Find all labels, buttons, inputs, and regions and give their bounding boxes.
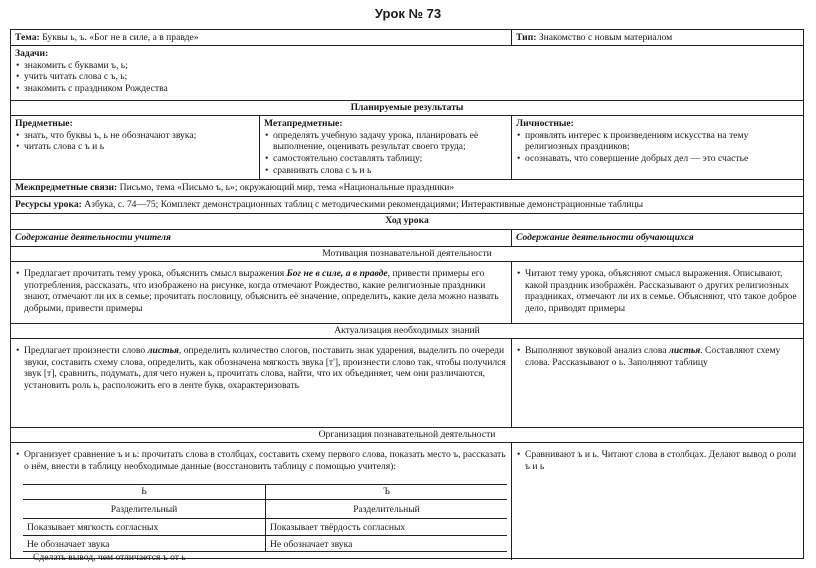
student-activity-emphasis: листья bbox=[668, 345, 701, 356]
tasks-list bbox=[15, 60, 799, 95]
teacher-activity-text-end: , определить количество слогов, поставить знак ударения, выделить по очереди звуки, составить схему слова, определить, как обозначена мягкость звука [т'], произнести слово так, чтобы получился звук [т], сравнить, подумать, для чего нужен ь, прочитать слова, найти, что их объединяет, чем они различаются, установить роль ь, расположить его в ленте букв, охарактеризовать bbox=[24, 345, 506, 392]
personal-result-item: • осознавать, что совершение добрых дел — это счастье bbox=[516, 153, 799, 165]
resources-cell bbox=[11, 197, 803, 213]
interdisciplinary-value: Письмо, тема «Письмо ъ, ь»; окружающий мир, тема «Национальные праздники» bbox=[117, 182, 455, 193]
soft-sign-header: Ь bbox=[141, 486, 147, 497]
tasks-row bbox=[11, 46, 803, 101]
topic-cell bbox=[11, 30, 511, 45]
task-item: • учить читать слова с ъ, ь; bbox=[15, 71, 799, 83]
results-row bbox=[11, 116, 803, 180]
activity-columns-row bbox=[11, 230, 803, 247]
teacher-activity-cell bbox=[11, 339, 511, 427]
task-item: • знакомить с праздником Рождества bbox=[15, 83, 799, 95]
student-activity-cell bbox=[511, 339, 803, 427]
subject-result-item: • знать, что буквы ъ, ь не обозначают звука; bbox=[15, 130, 255, 142]
meta-result-item: • сравнивать слова с ъ и ь bbox=[264, 165, 507, 177]
interdisciplinary-row bbox=[11, 180, 803, 197]
teacher-activity-cell bbox=[11, 262, 511, 323]
stage-title: Актуализация необходимых знаний bbox=[334, 325, 480, 336]
lesson-plan-table bbox=[10, 29, 804, 563]
student-activity-cell bbox=[511, 262, 803, 323]
stage-title-row bbox=[11, 324, 803, 339]
lesson-title: Урок № 73 bbox=[374, 6, 442, 21]
resources-label: Ресурсы урока: bbox=[15, 199, 82, 210]
student-activity-text: Выполняют звуковой анализ слова bbox=[525, 345, 669, 356]
teacher-activity-emphasis: Бог не в силе, а в правде bbox=[286, 268, 388, 279]
comparison-conclusion: Сделать вывод, чем отличается ъ от ь bbox=[33, 552, 186, 563]
subject-result-item: • читать слова с ъ и ь bbox=[15, 141, 255, 153]
meta-result-item: • определять учебную задачу урока, планировать её выполнение, оценивать результат своего труда; bbox=[264, 130, 507, 153]
teacher-activity-text: Предлагает прочитать тему урока, объяснить смысл выражения bbox=[24, 268, 287, 279]
resources-row bbox=[11, 197, 803, 214]
personal-results-list bbox=[516, 130, 799, 165]
meta-results-cell bbox=[259, 116, 511, 179]
student-activity bbox=[516, 345, 799, 368]
comparison-row bbox=[23, 499, 507, 518]
teacher-activity bbox=[15, 268, 507, 315]
topic-label: Тема: bbox=[15, 32, 40, 43]
planned-results-header-row bbox=[11, 101, 803, 116]
student-column-header: Содержание деятельности обучающихся bbox=[511, 230, 803, 246]
hard-sign-cell: Не обозначает звука bbox=[265, 536, 507, 551]
teacher-activity: • Организует сравнение ъ и ь: прочитать слова в столбцах, составить схему первого слова, показать место ъ, рассказать о нём, внести в таблицу необходимые данные (восстановить таблицу с помощью учителя): bbox=[15, 449, 507, 472]
hard-sign-cell: Разделительный bbox=[265, 500, 507, 518]
student-activity-cell bbox=[511, 443, 803, 560]
stage-title: Мотивация познавательной деятельности bbox=[322, 248, 492, 259]
comparison-row bbox=[23, 518, 507, 535]
course-header: Ход урока bbox=[385, 215, 429, 226]
personal-results-label: Личностные: bbox=[516, 118, 574, 129]
comparison-row bbox=[23, 535, 507, 552]
planned-results-header: Планируемые результаты bbox=[350, 102, 464, 113]
hard-sign-cell: Показывает твёрдость согласных bbox=[265, 519, 507, 535]
tasks-cell bbox=[11, 46, 803, 100]
meta-results-list bbox=[264, 130, 507, 177]
comparison-table bbox=[23, 486, 507, 560]
type-label: Тип: bbox=[516, 32, 537, 43]
student-activity-text-end: . Составляют схему слова. Рассказывают о ь. Заполняют таблицу bbox=[525, 345, 781, 368]
subject-results-list bbox=[15, 130, 255, 153]
hard-sign-header: Ъ bbox=[265, 485, 507, 499]
meta-result-item: • самостоятельно составлять таблицу; bbox=[264, 153, 507, 165]
course-header-row bbox=[11, 214, 803, 230]
type-value: Знакомство с новым материалом bbox=[536, 32, 673, 43]
teacher-activity-text-end: , привести примеры его употребления, рассказать, что изображено на рисунке, когда отмечают Рождество, какие религиозные праздники знают, отмечают ли их в семье; прочитать пословицу, объяснить её значение, определить, какие дела можно назвать добрыми, привести примеры bbox=[24, 268, 499, 315]
type-cell bbox=[511, 30, 803, 45]
soft-sign-cell: Показывает мягкость согласных bbox=[27, 522, 159, 533]
student-activity: • Сравнивают ъ и ь. Читают слова в столбцах. Делают вывод о роли ъ и ь bbox=[516, 449, 799, 472]
topic-value: Буквы ь, ъ. «Бог не в силе, а в правде» bbox=[39, 32, 199, 43]
soft-sign-cell: Не обозначает звука bbox=[27, 539, 110, 550]
tasks-label: Задачи: bbox=[15, 48, 49, 59]
stage-title: Организация познавательной деятельности bbox=[318, 429, 496, 440]
task-item: • знакомить с буквами ъ, ь; bbox=[15, 60, 799, 72]
stage-title-row bbox=[11, 247, 803, 262]
teacher-activity-text: Предлагает произнести слово bbox=[24, 345, 148, 356]
stage-content-row bbox=[11, 339, 803, 428]
stage-title-row bbox=[11, 428, 803, 443]
subject-results-cell bbox=[11, 116, 259, 179]
teacher-column-header: Содержание деятельности учителя bbox=[15, 232, 171, 243]
teacher-activity bbox=[15, 345, 507, 392]
subject-results-label: Предметные: bbox=[15, 118, 73, 129]
meta-results-label: Метапредметные: bbox=[264, 118, 343, 129]
topic-row bbox=[11, 30, 803, 46]
teacher-activity-emphasis: листья bbox=[147, 345, 179, 356]
student-activity: • Читают тему урока, объясняют смысл выражения. Описывают, какой праздник изображён. Рассказывают о других религиозных праздниках, отмечают ли их в семье. Объясняют, что такое доброе дело, приводят примеры bbox=[516, 268, 799, 315]
interdisciplinary-cell bbox=[11, 180, 803, 196]
personal-result-item: • проявлять интерес к произведениям искусства на тему религиозных праздников; bbox=[516, 130, 799, 153]
personal-results-cell bbox=[511, 116, 803, 179]
interdisciplinary-label: Межпредметные связи: bbox=[15, 182, 118, 193]
soft-sign-cell: Разделительный bbox=[110, 504, 178, 515]
stage-content-row bbox=[11, 262, 803, 324]
comparison-header-row bbox=[23, 484, 507, 499]
resources-value: Азбука, с. 74—75; Комплект демонстрационных таблиц с методическими рекомендациями; Интерактивные демонстрационные таблицы bbox=[81, 199, 644, 210]
